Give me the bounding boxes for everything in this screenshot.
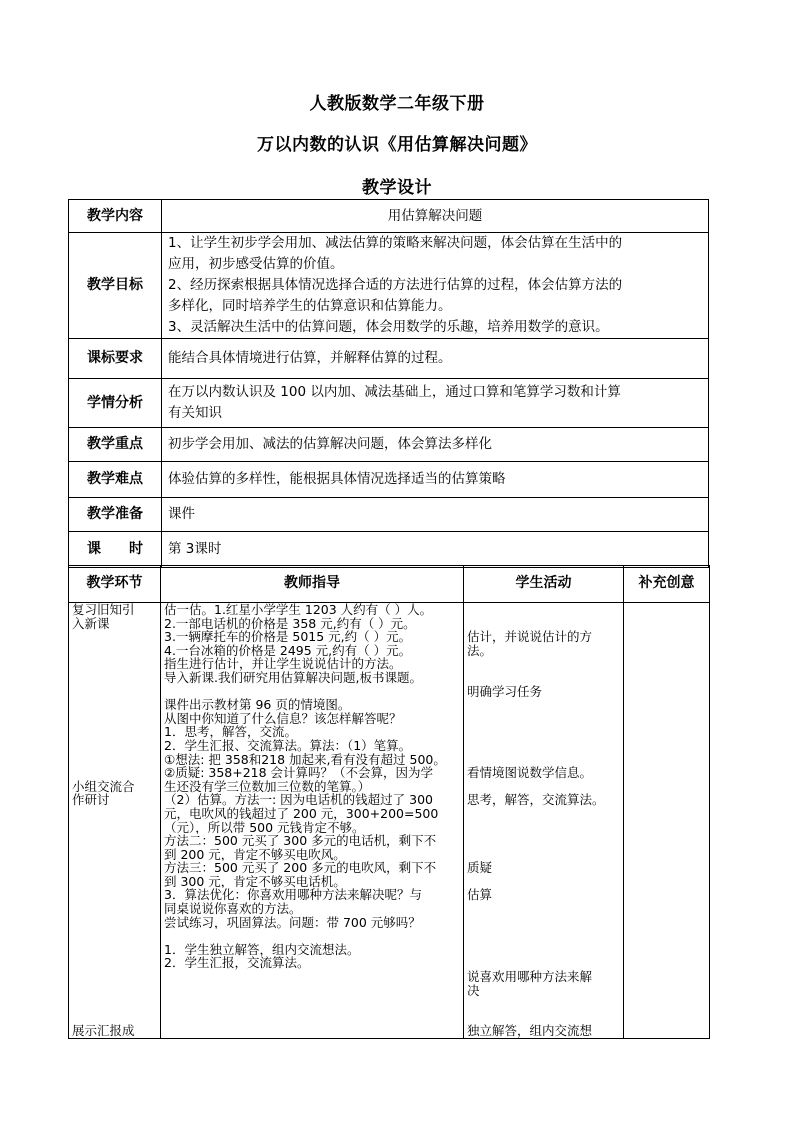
extra-cell: [624, 603, 710, 1039]
student-line: 独立解答，组内交流想: [467, 1024, 593, 1038]
student-line: 质疑: [467, 861, 493, 875]
student-line: [467, 1011, 620, 1025]
prep-label: 教学准备: [69, 498, 162, 532]
goals-label: 教学目标: [69, 233, 162, 339]
student-line: [467, 712, 620, 726]
goals-value: [162, 233, 709, 339]
teacher-line: 3.一辆摩托车的价格是 5015 元,约（ ）元。: [164, 630, 412, 644]
teacher-line: ②质疑: 358+218 会计算吗？（不会算，因为学: [164, 766, 434, 780]
teacher-line: 1．学生独立解答，组内交流想法。: [164, 942, 360, 957]
student-line: [467, 807, 620, 821]
teacher-line: 尝试练习，巩固算法。问题：带 700 元够吗？: [164, 915, 421, 930]
stage-line: [72, 861, 157, 875]
stage-line: [72, 997, 157, 1011]
content-label: 教学内容: [69, 200, 162, 233]
teacher-line: ①想法: 把 358和218 加起来,看有没有超过 500。: [164, 752, 446, 767]
teacher-line: （元），所以带 500 元钱肯定不够。: [164, 820, 365, 835]
teacher-line: 到 200 元，肯定不够买电吹风。: [164, 847, 346, 862]
student-line: 估计，并说说估计的方: [467, 630, 593, 644]
stage-line: [72, 970, 157, 984]
stage-line: [72, 821, 157, 835]
teacher-line: 1．思考，解答，交流。: [164, 725, 297, 739]
student-line: [467, 603, 620, 617]
process-header-row: [69, 566, 710, 603]
stage-line: [72, 753, 157, 767]
student-line: [467, 671, 620, 685]
stage-line: [72, 766, 157, 780]
process-body-row: [69, 603, 710, 1039]
student-line: [467, 875, 620, 889]
student-line: 决: [467, 983, 480, 998]
teacher-line: 元，电吹风的钱超过了 200 元，300+200=500: [164, 806, 439, 821]
teacher-line: [164, 929, 460, 943]
goals-line: 3、灵活解决生活中的估算问题，体会用数学的乐趣，培养用数学的意识。: [168, 319, 609, 335]
analysis-line: 在万以内数认识及 100 以内加、减法基础上，通过口算和笔算学习数和计算: [168, 384, 621, 400]
header-stage: 教学环节: [69, 566, 161, 603]
stage-line: [72, 712, 157, 726]
student-line: [467, 821, 620, 835]
row-goals: [69, 233, 709, 339]
student-line: [467, 725, 620, 739]
row-content: [69, 200, 709, 233]
header-extra: 补充创意: [624, 566, 710, 603]
row-analysis: [69, 379, 709, 428]
teacher-cell: [161, 603, 464, 1039]
stage-line: [72, 657, 157, 671]
stage-line: [72, 630, 157, 644]
teacher-line: 估一估。1.红星小学学生 1203 人约有（ ）人。: [164, 603, 433, 617]
standard-label: 课标要求: [69, 339, 162, 379]
stage-line: [72, 888, 157, 902]
stage-line: [72, 1011, 157, 1025]
prep-value: 课件: [162, 498, 709, 532]
stage-cell: [69, 603, 161, 1039]
teacher-line: 生还没有学三位数加三位数的笔算。）: [164, 779, 371, 794]
teacher-line: 2．学生汇报、交流算法。算法：（1）笔算。: [164, 738, 412, 753]
process-table: [68, 565, 710, 1039]
stage-line: [72, 807, 157, 821]
goals-line: 多样化，同时培养学生的估算意识和估算能力。: [168, 298, 452, 314]
teacher-line: 课件出示教材第 96 页的情境图。: [164, 698, 351, 712]
student-line: [467, 657, 620, 671]
stage-line: [72, 739, 157, 753]
stage-line: [72, 875, 157, 889]
student-line: [467, 739, 620, 753]
row-prep: [69, 498, 709, 532]
student-line: [467, 902, 620, 916]
row-key: [69, 428, 709, 462]
student-cell: [464, 603, 624, 1039]
student-line: [467, 617, 620, 631]
row-difficulty: [69, 462, 709, 498]
stage-line: [72, 956, 157, 970]
student-line: 看情境图说数学信息。: [467, 766, 593, 780]
stage-line: [72, 848, 157, 862]
student-line: 法。: [467, 643, 493, 658]
student-line: 说喜欢用哪种方法来解: [467, 970, 593, 984]
teacher-line: （2）估算。方法一: 因为电话机的钱超过了 300: [164, 793, 433, 807]
stage-line: [72, 725, 157, 739]
student-line: [467, 848, 620, 862]
student-line: [467, 997, 620, 1011]
teacher-line: 2.一部电话机的价格是 358 元,约有（ ）元。: [164, 616, 416, 631]
stage-line: [72, 916, 157, 930]
stage-line: [72, 671, 157, 685]
stage-line: [72, 943, 157, 957]
analysis-label: 学情分析: [69, 379, 162, 428]
stage-line: 入新课: [72, 616, 110, 631]
teacher-line: 同桌说说你喜欢的方法。: [164, 902, 302, 916]
stage-line: [72, 902, 157, 916]
teacher-line: 方法三：500 元买了 200 多元的电吹风，剩下不: [164, 861, 437, 875]
stage-line: [72, 834, 157, 848]
teacher-line: 到 300 元，肯定不够买电话机。: [164, 874, 346, 889]
student-line: [467, 956, 620, 970]
standard-value: 能结合具体情境进行估算，并解释估算的过程。: [162, 339, 709, 379]
row-standard: [69, 339, 709, 379]
student-line: 明确学习任务: [467, 684, 543, 699]
key-label: 教学重点: [69, 428, 162, 462]
document-heading: 教学设计: [362, 178, 432, 198]
header-teacher: 教师指导: [161, 566, 464, 603]
student-line: [467, 753, 620, 767]
teacher-line: 导入新课.我们研究用估算解决问题,板书课题。: [164, 670, 422, 685]
teacher-line: 方法二：500 元买了 300 多元的电话机，剩下不: [164, 834, 437, 848]
analysis-line: 有关知识: [168, 405, 222, 421]
student-line: 估算: [467, 888, 493, 903]
stage-line: 展示汇报成: [72, 1024, 135, 1038]
student-line: [467, 929, 620, 943]
goals-line: 1、让学生初步学会用加、减法估算的策略来解决问题，体会估算在生活中的: [168, 235, 623, 251]
stage-line: [72, 644, 157, 658]
stage-line: [72, 698, 157, 712]
student-line: [467, 780, 620, 794]
goals-line: 应用，初步感受估算的价值。: [168, 256, 344, 272]
teacher-line: 指生进行估计，并让学生说说估计的方法。: [164, 657, 402, 671]
goals-line: 2、经历探索根据具体情况选择合适的方法进行估算的过程，体会估算方法的: [168, 277, 623, 293]
student-line: [467, 916, 620, 930]
document-title: 人教版数学二年级下册: [309, 94, 485, 114]
teacher-line: 从图中你知道了什么信息？该怎样解答呢？: [164, 711, 402, 726]
row-period: [69, 532, 709, 568]
period-label: 课 时: [69, 532, 162, 568]
content-value: 用估算解决问题: [162, 200, 709, 233]
stage-line: 复习旧知引: [72, 603, 135, 617]
key-value: 初步学会用加、减法的估算解决问题，体会算法多样化: [162, 428, 709, 462]
teacher-line: 3．算法优化：你喜欢用哪种方法来解决呢？与: [164, 888, 422, 903]
student-line: [467, 834, 620, 848]
stage-line: 小组交流合: [72, 779, 135, 794]
document-subtitle: 万以内数的认识《用估算解决问题》: [257, 135, 537, 155]
analysis-value: [162, 379, 709, 428]
teacher-line: [164, 685, 460, 699]
stage-line: [72, 685, 157, 699]
period-value: 第 3课时: [162, 532, 709, 568]
stage-line: [72, 929, 157, 943]
difficulty-label: 教学难点: [69, 462, 162, 498]
header-student: 学生活动: [464, 566, 624, 603]
difficulty-value: 体验估算的多样性，能根据具体情况选择适当的估算策略: [162, 462, 709, 498]
teacher-line: 2．学生汇报，交流算法。: [164, 956, 310, 971]
student-line: 思考，解答，交流算法。: [467, 793, 605, 807]
student-line: [467, 698, 620, 712]
stage-line: [72, 984, 157, 998]
teacher-line: 4.一台冰箱的价格是 2495 元,约有（ ）元。: [164, 643, 412, 658]
info-table: [68, 199, 709, 568]
stage-line: 作研讨: [72, 793, 110, 807]
student-line: [467, 943, 620, 957]
